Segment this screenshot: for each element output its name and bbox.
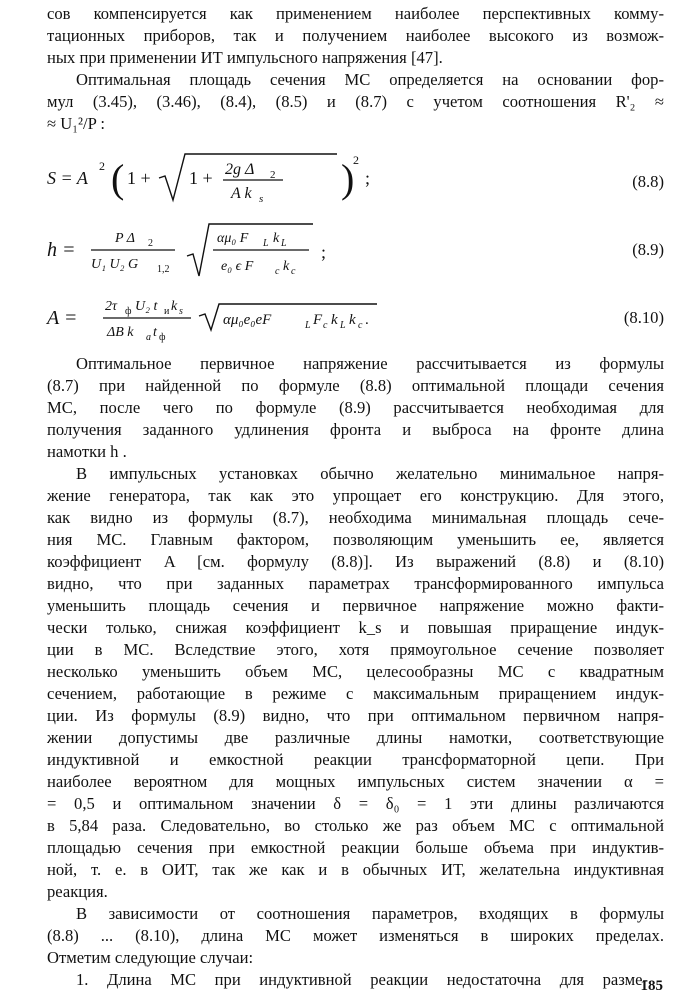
svg-text:2: 2 — [148, 238, 153, 249]
svg-text:F: F — [313, 312, 323, 328]
svg-text:t: t — [153, 325, 157, 340]
svg-text:.: . — [365, 312, 369, 328]
text-line: жение генератора, так как это упрощает его конструкцию. Для этого, — [47, 486, 664, 505]
text-line: получения заданного удлинения фронта и выброса на фронте длина — [47, 420, 664, 439]
svg-text:c: c — [358, 320, 363, 331]
svg-text:2: 2 — [353, 153, 359, 167]
formula-8-8 — [47, 148, 664, 208]
svg-text:ф: ф — [159, 332, 166, 343]
text-line: намотки h . — [47, 442, 127, 461]
svg-text:A k: A k — [231, 185, 252, 202]
svg-text:2: 2 — [270, 169, 276, 181]
text-line: В зависимости от соотношения параметров, входящих в формулы — [76, 904, 664, 923]
svg-text:h =: h = — [47, 239, 76, 261]
text-line: Отметим следующие случаи: — [47, 948, 254, 967]
text-line: ции в МС. Вследствие этого, хотя прямоугольное сечение позволяет — [47, 640, 664, 659]
formula-8-10-graphic — [47, 292, 567, 344]
text-line: (8.7) при найденной по формуле (8.8) оптимальной площади сечения — [47, 376, 664, 395]
left-paren: ( — [111, 156, 125, 201]
text-line: Оптимальное первичное напряжение рассчитывается из формулы — [76, 354, 664, 373]
svg-text:k: k — [331, 312, 338, 328]
text-line: ≈ U₁²/P : — [47, 114, 105, 133]
svg-text:c: c — [291, 266, 296, 277]
list-item: 1. Длина МС при индуктивной реакции недостаточна для разме- — [76, 970, 648, 989]
text-line: наиболее вероятном для мощных импульсных систем значении α = — [47, 772, 664, 791]
svg-text:αμ₀ F: αμ₀ F — [217, 231, 249, 246]
text-line: как видно из формулы (8.7), необходима минимальная площадь сече- — [47, 508, 664, 527]
text-line: несколько уменьшить объем МС, целесообразны МС с квадратным — [47, 662, 664, 681]
svg-text:2: 2 — [99, 159, 105, 173]
svg-text:U₂ t: U₂ t — [135, 299, 158, 314]
svg-text:1 +: 1 + — [189, 168, 213, 188]
text-line: Оптимальная площадь сечения МС определяется на основании фор- — [76, 70, 664, 89]
text-line: в 5,84 раза. Следовательно, во столько же раз объем МС с оптимальной — [47, 816, 664, 835]
text-line: видно, что при заданных параметрах трансформированного импульса — [47, 574, 664, 593]
text-line: реакция. — [47, 882, 108, 901]
text-line: чески только, снижая коэффициент k_s и повышая приращение индук- — [47, 618, 664, 637]
text-line: тационных приборов, так и получением наиболее высокого из возмож- — [47, 26, 664, 45]
text-line: = 0,5 и оптимальном значении δ = δ₀ = 1 эти длины различаются — [47, 794, 664, 813]
svg-text:s: s — [179, 306, 183, 317]
text-line: сечением, работающие в режиме с максимальным приращением индук- — [47, 684, 664, 703]
svg-text:L: L — [263, 238, 269, 249]
text-line: коэффициент A [см. формулу (8.8)]. Из выражений (8.8) и (8.10) — [47, 552, 664, 571]
text-line: мул (3.45), (3.46), (8.4), (8.5) и (8.7) с учетом соотношения R'₂ ≈ — [47, 92, 664, 111]
svg-text:L: L — [281, 238, 287, 249]
svg-text:L: L — [340, 320, 346, 331]
svg-text:1,2: 1,2 — [157, 264, 170, 275]
equation-number: (8.9) — [632, 240, 664, 259]
equation-number: (8.10) — [623, 308, 664, 327]
page-number: 185 — [640, 978, 663, 994]
svg-text:k: k — [171, 299, 178, 314]
svg-text:αμ₀e₀eF: αμ₀e₀eF — [223, 312, 272, 328]
svg-text:A =: A = — [47, 307, 78, 329]
svg-text:;: ; — [365, 168, 371, 188]
svg-text:c: c — [275, 266, 280, 277]
svg-text:c: c — [323, 320, 328, 331]
formula-8-8-graphic — [47, 148, 567, 208]
text-line: МС, после чего по формуле (8.9) рассчитывается необходимая для — [47, 398, 664, 417]
equation-number: (8.8) — [632, 172, 664, 191]
svg-text:и: и — [164, 306, 170, 317]
text-line: ния МС. Главным фактором, позволяющим уменьшить ее, является — [47, 530, 664, 549]
text-line: (8.8) ... (8.10), длина МС может изменяться в широких пределах. — [47, 926, 664, 945]
text-line: ной, т. е. в ОИТ, так же как и в обычных ИТ, желательна индуктивная — [47, 860, 664, 879]
formula-8-9-graphic — [47, 222, 567, 280]
svg-text:P Δ: P Δ — [115, 231, 136, 246]
svg-text:2τ: 2τ — [105, 299, 118, 314]
svg-text:k: k — [349, 312, 356, 328]
svg-text:a: a — [146, 332, 151, 343]
text-line: жении допустимы две различные длины намотки, соответствующие — [47, 728, 664, 747]
svg-text:U₁ U₂ G: U₁ U₂ G — [91, 257, 139, 272]
svg-text:S = A: S = A — [47, 168, 88, 188]
svg-text:s: s — [259, 193, 264, 205]
svg-text:ΔB k: ΔB k — [107, 325, 134, 340]
right-paren: ) — [341, 156, 355, 201]
text-line: уменьшить площадь сечения и первичное напряжение можно факти- — [47, 596, 664, 615]
svg-text:L: L — [305, 320, 311, 331]
svg-text:ф: ф — [125, 306, 132, 317]
svg-text:2g Δ: 2g Δ — [225, 161, 255, 178]
svg-text:;: ; — [321, 242, 327, 262]
text-line: площадью сечения при емкостной реакции больше объема при индуктив- — [47, 838, 664, 857]
formula-8-9 — [47, 222, 664, 280]
svg-text:k: k — [283, 259, 290, 274]
text-line: ции. Из формулы (8.9) видно, что при оптимальном первичном напря- — [47, 706, 664, 725]
text-line: В импульсных установках обычно желательно минимальное напря- — [76, 464, 664, 483]
text-line: ных при применении ИТ импульсного напряжения [47]. — [47, 48, 443, 67]
text-line: сов компенсируется как применением наиболее перспективных комму- — [47, 4, 664, 23]
text-line: индуктивной и емкостной реакции трансформаторной цепи. При — [47, 750, 664, 769]
svg-text:k: k — [273, 231, 280, 246]
svg-text:e₀ ϵ F: e₀ ϵ F — [221, 259, 254, 274]
formula-8-10 — [47, 292, 664, 344]
svg-text:1 +: 1 + — [127, 168, 151, 188]
